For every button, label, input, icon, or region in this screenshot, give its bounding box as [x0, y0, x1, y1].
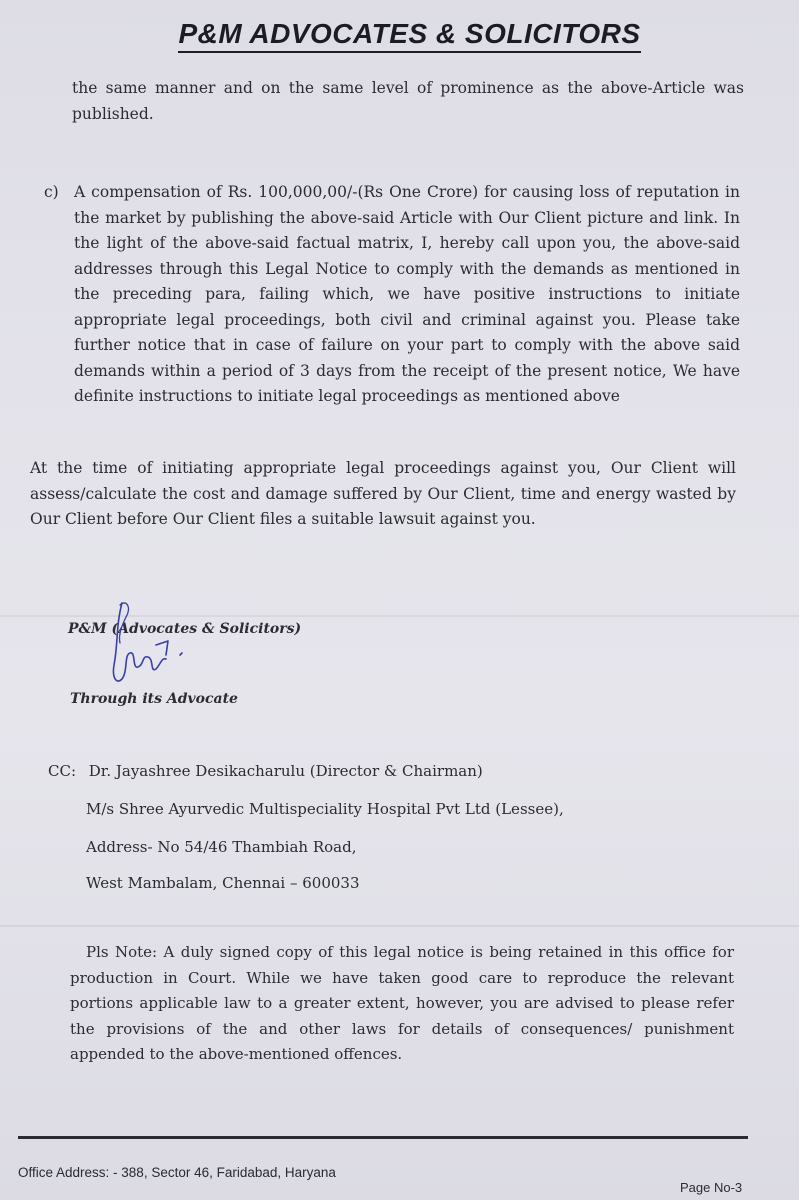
cc-name-line [48, 762, 483, 780]
cc-label: CC: [48, 762, 77, 780]
footer-divider [18, 1136, 748, 1139]
firm-name: P&M (Advocates & Solicitors) [68, 621, 302, 637]
through-advocate: Through its Advocate [70, 691, 238, 707]
letterhead [0, 18, 799, 53]
paper-fold [0, 925, 799, 927]
closing-paragraph: At the time of initiating appropriate legal proceedings against you, Our Client will assess/calculate the cost and damage suffered by Our Client, time and energy wasted by Our Client before Our Client files a suitable lawsuit against you. [30, 459, 736, 528]
cc-name: Dr. Jayashree Desikacharulu (Director & Chairman) [88, 762, 483, 780]
signature-block [68, 615, 428, 715]
continued-paragraph: the same manner and on the same level of prominence as the above-Article was published. [72, 79, 744, 123]
cc-address-line1: Address- No 54/46 Thambiah Road, [86, 838, 357, 856]
item-marker: c) [44, 183, 59, 201]
letterhead-title: P&M ADVOCATES & SOLICITORS [178, 18, 640, 53]
page-number: Page No-3 [680, 1180, 743, 1195]
office-address: Office Address: - 388, Sector 46, Faridabad, Haryana [18, 1165, 336, 1180]
cc-company: M/s Shree Ayurvedic Multispeciality Hospital Pvt Ltd (Lessee), [86, 800, 564, 818]
handwritten-signature [96, 595, 216, 705]
cc-address-line2: West Mambalam, Chennai – 600033 [86, 874, 360, 892]
item-text: A compensation of Rs. 100,000,00/-(Rs One Crore) for causing loss of reputation in the market by publishing the above-said Article with Our Client picture and link. In the light of the above-said factual matrix, I, hereby call upon you, the above-said addresses through this Legal Notice to comply with the demands as mentioned in the preceding para, failing which, we have positive instructions to initiate appropriate legal proceedings, both civil and criminal against you. Please take further notice that in case of failure on your part to comply with the above said demands within a period of 3 days from the receipt of the present notice, We have definite instructions to initiate legal proceedings as mentioned above [74, 183, 740, 405]
note-paragraph: Pls Note: A duly signed copy of this legal notice is being retained in this office for production in Court. While we have taken good care to reproduce the relevant portions applicable law to a greater extent, however, you are advised to please refer the provisions of the and other laws for details of consequences/ punishment appended to the above-mentioned offences. [70, 943, 734, 1063]
